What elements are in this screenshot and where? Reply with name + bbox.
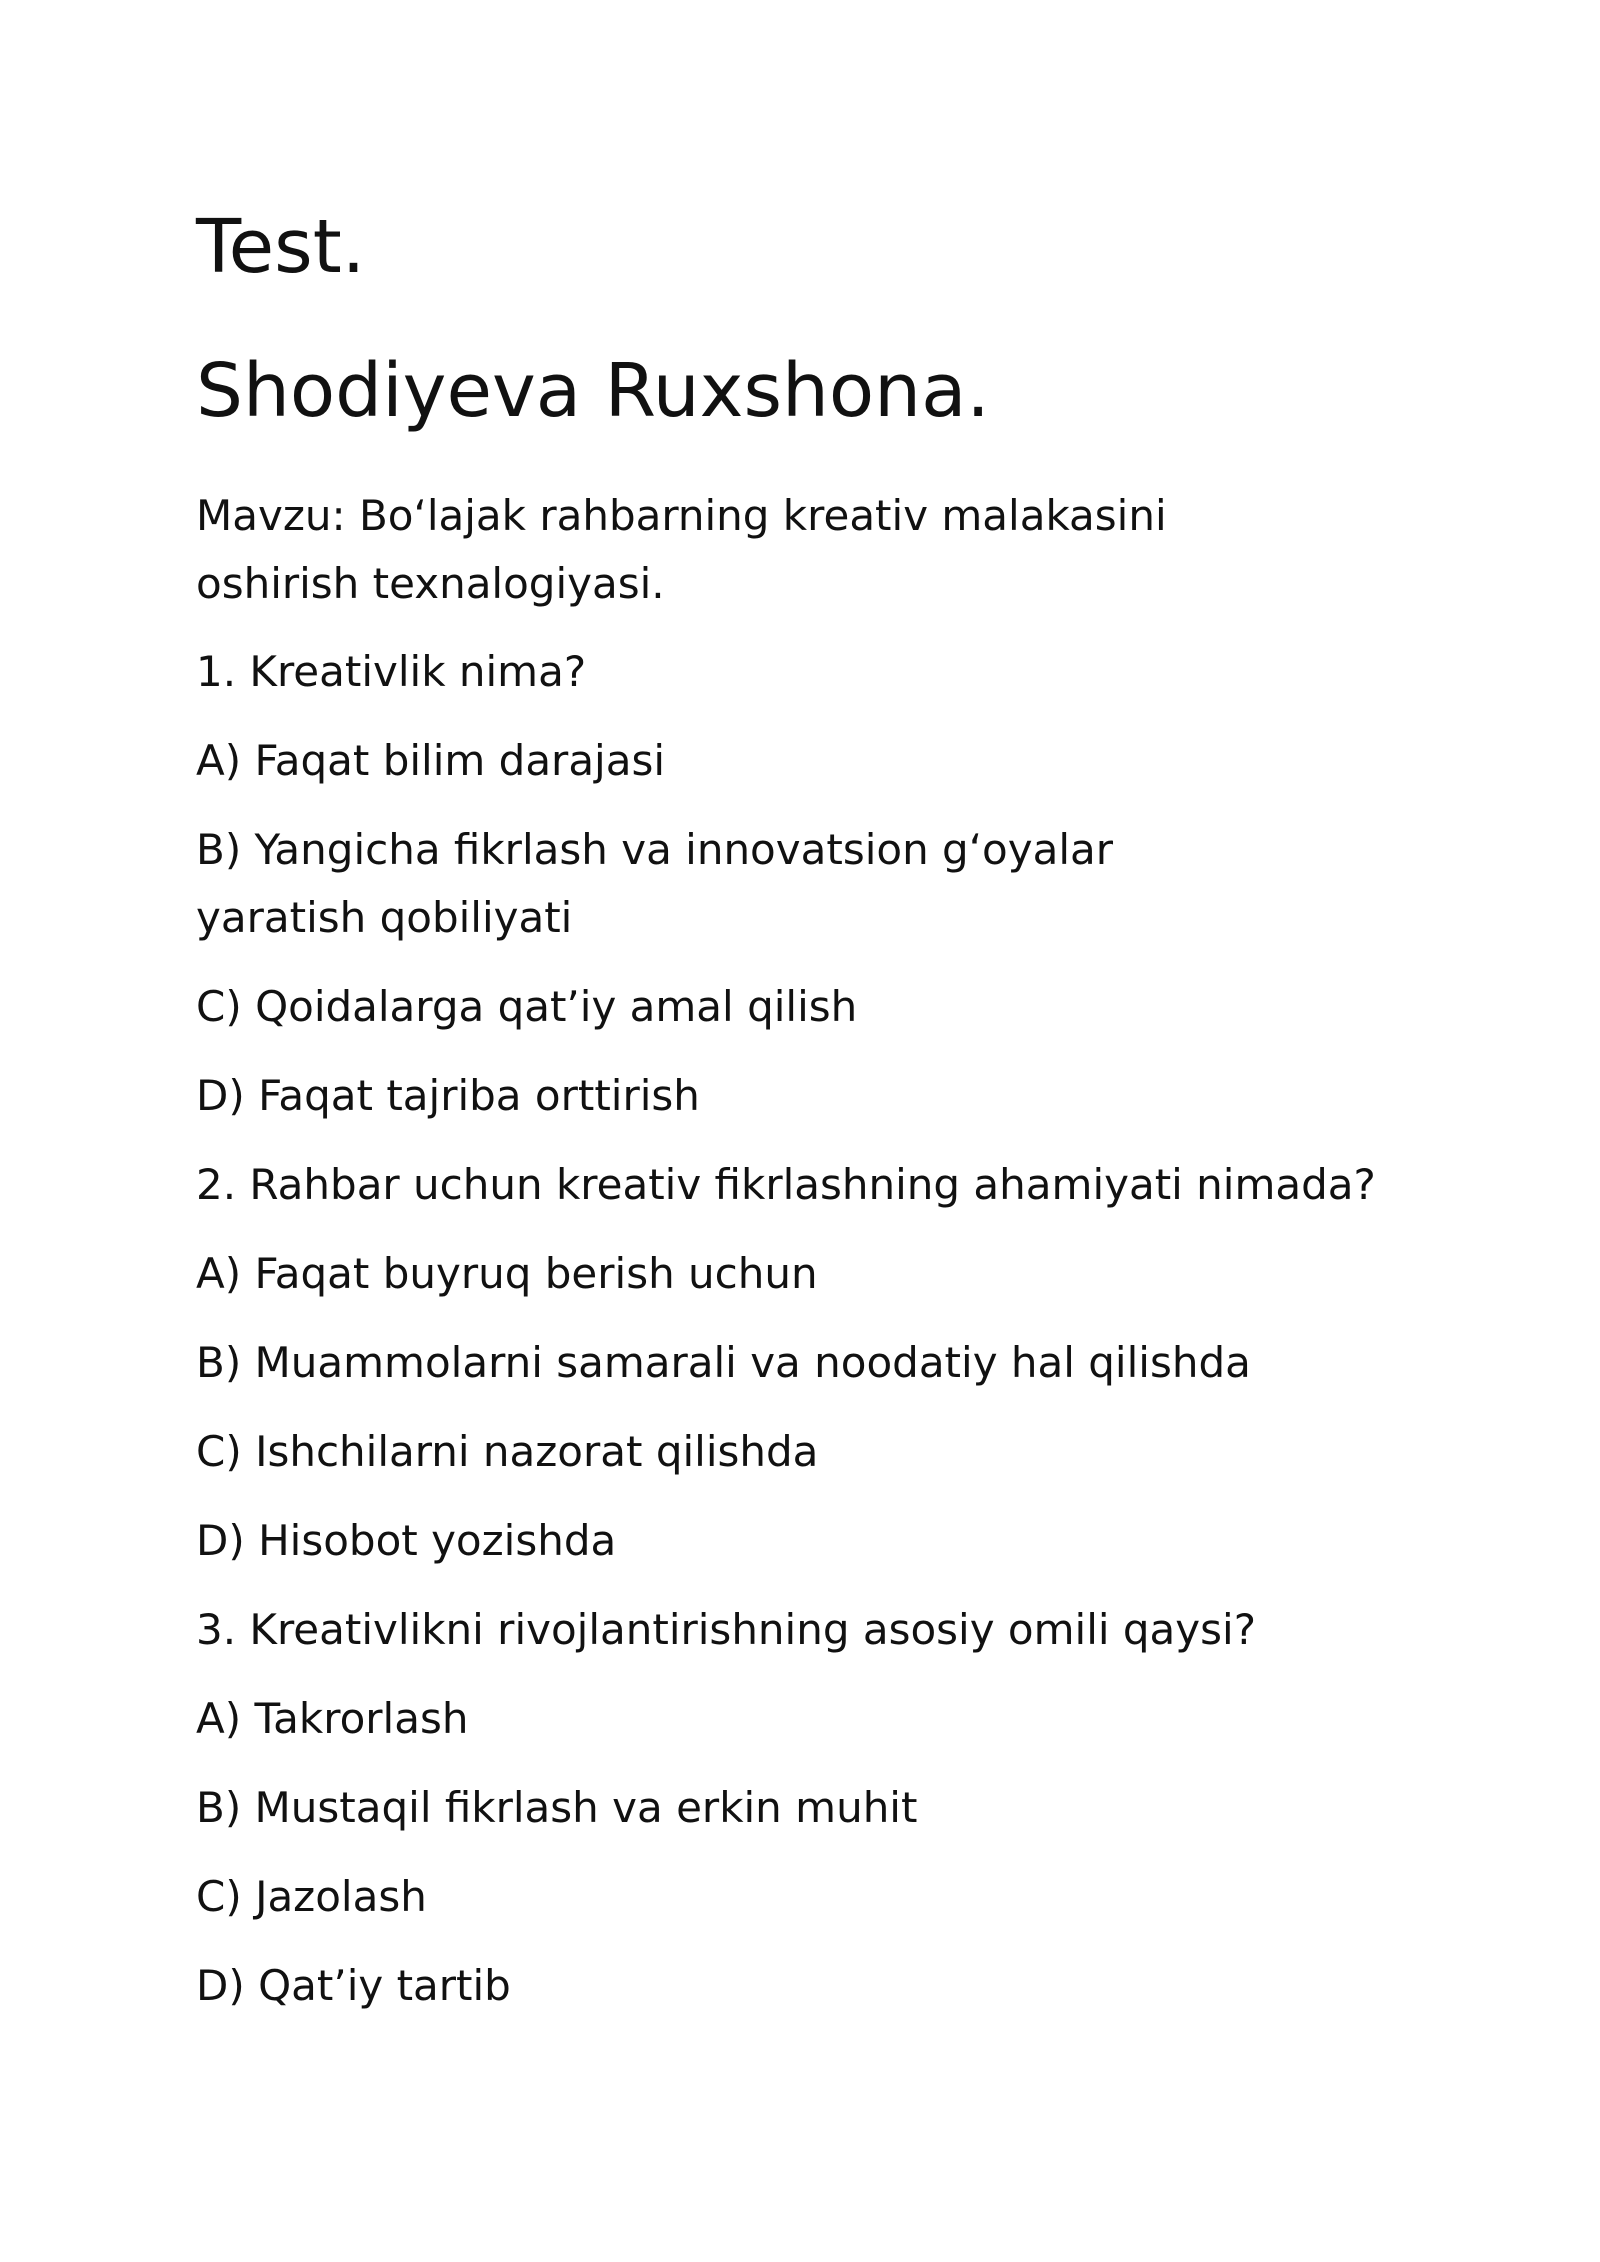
answer-option-b: B) Mustaqil fikrlash va erkin muhit (196, 1783, 918, 1832)
answer-option-a: A) Faqat buyruq berish uchun (196, 1249, 818, 1298)
answer-option-a: A) Faqat bilim darajasi (196, 736, 666, 785)
question-text: 1. Kreativlik nima? (196, 647, 587, 696)
topic-line: Mavzu: Boʻlajak rahbarning kreativ malakasini oshirish texnalogiyasi. (196, 491, 1167, 608)
document-title: Test. (196, 204, 366, 290)
question-block-3 (196, 1596, 1416, 2020)
question-block-2 (196, 1151, 1416, 1575)
answer-option-a: A) Takrorlash (196, 1694, 469, 1743)
answer-option-d: D) Qatʼiy tartib (196, 1961, 511, 2010)
document-page (196, 196, 1416, 2041)
question-text: 2. Rahbar uchun kreativ fikrlashning ahamiyati nimada? (196, 1160, 1376, 1209)
answer-option-d: D) Hisobot yozishda (196, 1516, 617, 1565)
answer-option-d: D) Faqat tajriba orttirish (196, 1071, 700, 1120)
question-block-1 (196, 638, 1416, 1130)
answer-option-c: C) Qoidalarga qatʼiy amal qilish (196, 982, 858, 1031)
question-text: 3. Kreativlikni rivojlantirishning asosiy omili qaysi? (196, 1605, 1256, 1654)
author-name: Shodiyeva Ruxshona. (196, 348, 990, 434)
answer-option-c: C) Ishchilarni nazorat qilishda (196, 1427, 819, 1476)
answer-option-b: B) Muammolarni samarali va noodatiy hal qilishda (196, 1338, 1251, 1387)
answer-option-b: B) Yangicha fikrlash va innovatsion gʻoyalar yaratish qobiliyati (196, 825, 1114, 942)
answer-option-c: C) Jazolash (196, 1872, 427, 1921)
